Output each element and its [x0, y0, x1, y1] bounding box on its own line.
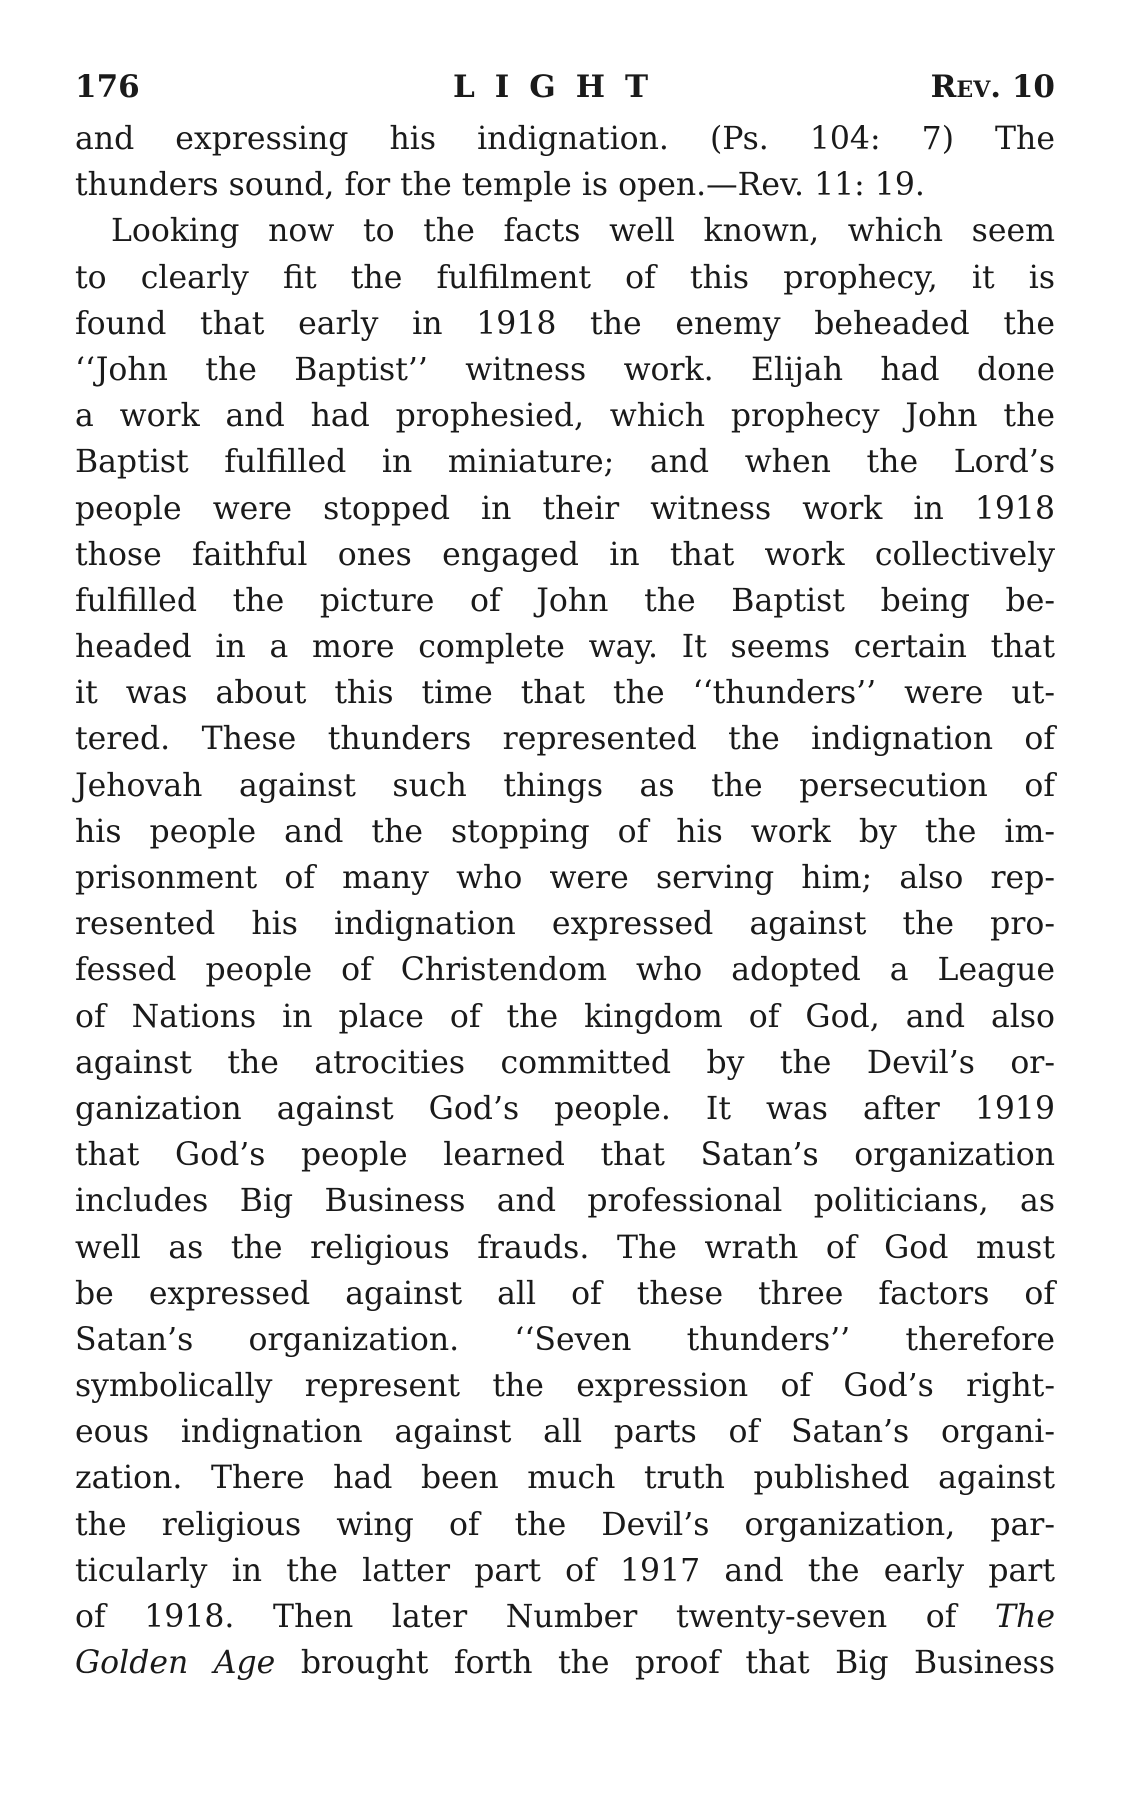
text-line: ‘‘John the Baptist’’ witness work. Elijah had done — [75, 351, 1055, 388]
text-line: found that early in 1918 the enemy beheaded the — [75, 305, 1055, 342]
text-line: to clearly fit the fulfilment of this prophecy, it is — [75, 259, 1055, 296]
text-line: it was about this time that the ‘‘thunders’’ were ut- — [75, 675, 1055, 712]
text-line: Looking now to the facts well known, which seem — [111, 213, 1055, 250]
text-line: people were stopped in their witness work in 1918 — [75, 490, 1055, 527]
text-segment: brought forth the proof that Big Business — [300, 1645, 1055, 1682]
text-line: symbolically represent the expression of God’s right- — [75, 1368, 1055, 1405]
text-line: headed in a more complete way. It seems certain that — [75, 629, 1055, 666]
text-segment: of 1918. Then later Number twenty-seven of — [75, 1599, 957, 1635]
text-line: ticularly in the latter part of 1917 and the early part — [75, 1552, 1055, 1589]
text-line: zation. There had been much truth published against — [75, 1460, 1055, 1497]
text-line: Satan’s organization. ‘‘Seven thunders’’ therefore — [75, 1321, 1055, 1358]
text-line: thunders sound, for the temple is open.—Rev. 11: 19. — [75, 167, 925, 204]
text-line: includes Big Business and professional politicians, as — [75, 1183, 1055, 1220]
text-line-mixed — [75, 1640, 1055, 1686]
text-line: fessed people of Christendom who adopted a League — [75, 952, 1055, 989]
text-line: those faithful ones engaged in that work collectively — [75, 536, 1055, 573]
text-line: eous indignation against all parts of Satan’s organi- — [75, 1414, 1055, 1451]
chapter-reference: Rev. 10 — [930, 69, 1055, 105]
text-line: the religious wing of the Devil’s organization, par- — [75, 1506, 1055, 1543]
text-line: be expressed against all of these three factors of — [75, 1275, 1055, 1312]
text-line: a work and had prophesied, which prophecy John the — [75, 398, 1055, 435]
text-line: of Nations in place of the kingdom of God, and also — [75, 998, 1055, 1035]
italic-title-segment: The — [995, 1599, 1055, 1635]
text-line: and expressing his indignation. (Ps. 104: 7) The — [75, 121, 1055, 157]
text-line: that God’s people learned that Satan’s organization — [75, 1137, 1055, 1174]
text-line: prisonment of many who were serving him; also rep- — [75, 860, 1055, 896]
text-line: well as the religious frauds. The wrath of God must — [75, 1229, 1055, 1266]
text-line: against the atrocities committed by the Devil’s or- — [75, 1044, 1055, 1081]
text-line: Baptist fulfilled in miniature; and when the Lord’s — [75, 444, 1055, 481]
text-line: Jehovah against such things as the persecution of — [75, 767, 1055, 804]
page-number: 176 — [75, 69, 140, 105]
body-text — [75, 116, 1055, 1686]
text-line: tered. These thunders represented the indignation of — [75, 721, 1055, 758]
text-line: his people and the stopping of his work by the im- — [75, 813, 1055, 850]
running-head — [75, 62, 1055, 112]
text-line: resented his indignation expressed against the pro- — [75, 906, 1055, 943]
text-line: ganization against God’s people. It was after 1919 — [75, 1090, 1055, 1127]
text-line: fulfilled the picture of John the Baptist being be- — [75, 582, 1055, 619]
running-title: LIGHT — [453, 69, 669, 105]
text-line-mixed — [75, 1594, 1055, 1640]
italic-title-segment: Golden Age — [75, 1645, 276, 1682]
book-page — [75, 62, 1055, 1686]
